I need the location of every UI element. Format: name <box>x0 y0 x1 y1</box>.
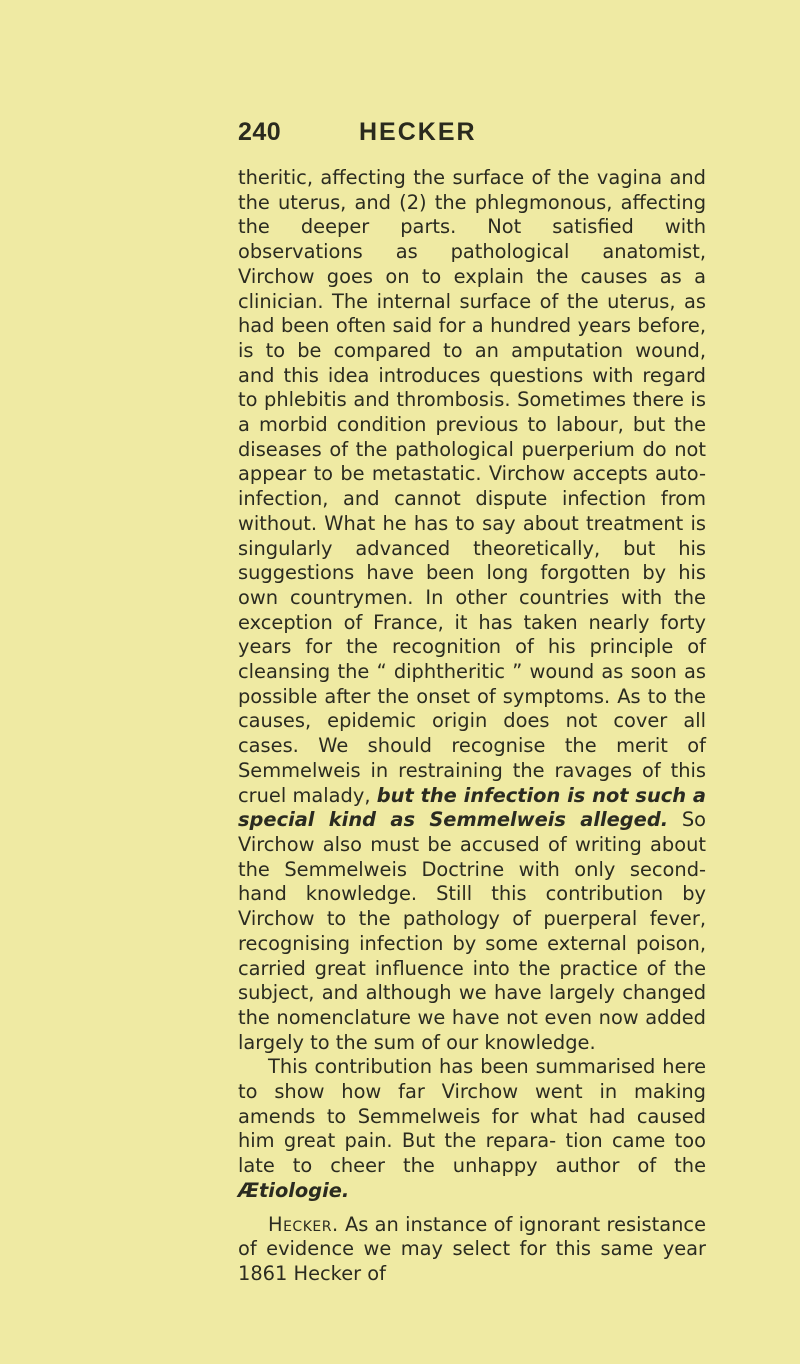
page-number: 240 <box>238 118 282 146</box>
body-text <box>238 166 706 1287</box>
paragraph-1-text-a: theritic, affecting the surface of the vagina and the uterus, and (2) the phlegmonous, affecting the deeper parts. Not satisfied with observations as pathological anatomist, Virchow goes on to explain the causes as a clinician. The internal surface of the uterus, as had been often said for a hundred years before, is to be compared to an amputation wound, and this idea introduces questions with regard to phlebitis and thrombosis. Sometimes there is a morbid condition previous to labour, but the diseases of the pathological puerperium do not appear to be metastatic. Virchow accepts auto-infection, and cannot dispute infection from without. What he has to say about treatment is singularly advanced theoretically, but his suggestions have been long forgotten by his own countrymen. In other countries with the exception of France, it has taken nearly forty years for the recognition of his principle of cleansing the “ diphtheritic ” wound as soon as possible after the onset of symptoms. As to the causes, epidemic origin does not cover all cases. We should recognise the merit of Semmelweis in restraining the ravages of this cruel malady, <box>238 166 706 807</box>
paragraph-3 <box>238 1213 706 1287</box>
paragraph-2-text: This contribution has been summarised here to show how far Virchow went in making amends to Semmelweis for what had caused him great pain. But the repara- tion came too late to cheer the unhappy author of the <box>238 1055 706 1178</box>
paragraph-1 <box>238 166 706 1055</box>
paragraph-2 <box>238 1055 706 1203</box>
paragraph-1-italic: but the infection is not such a special kind as Semmelweis alleged. <box>238 783 706 832</box>
section-heading: Hecker. <box>268 1212 339 1236</box>
page-header <box>0 118 800 148</box>
paragraph-3-text: As an instance of ignorant resistance of evidence we may select for this same year 1861 Hecker of <box>238 1212 706 1285</box>
paragraph-1-text-b: So Virchow also must be accused of writing about the Semmelweis Doctrine with only second-hand knowledge. Still this contribution by Virchow to the pathology of puerperal fever, recognising infection by some external poison, carried great influence into the practice of the subject, and although we have largely changed the nomenclature we have not even now added largely to the sum of our knowledge. <box>238 808 706 1054</box>
paragraph-2-italic: Ætiologie. <box>238 1178 350 1202</box>
running-head: HECKER <box>359 118 477 146</box>
